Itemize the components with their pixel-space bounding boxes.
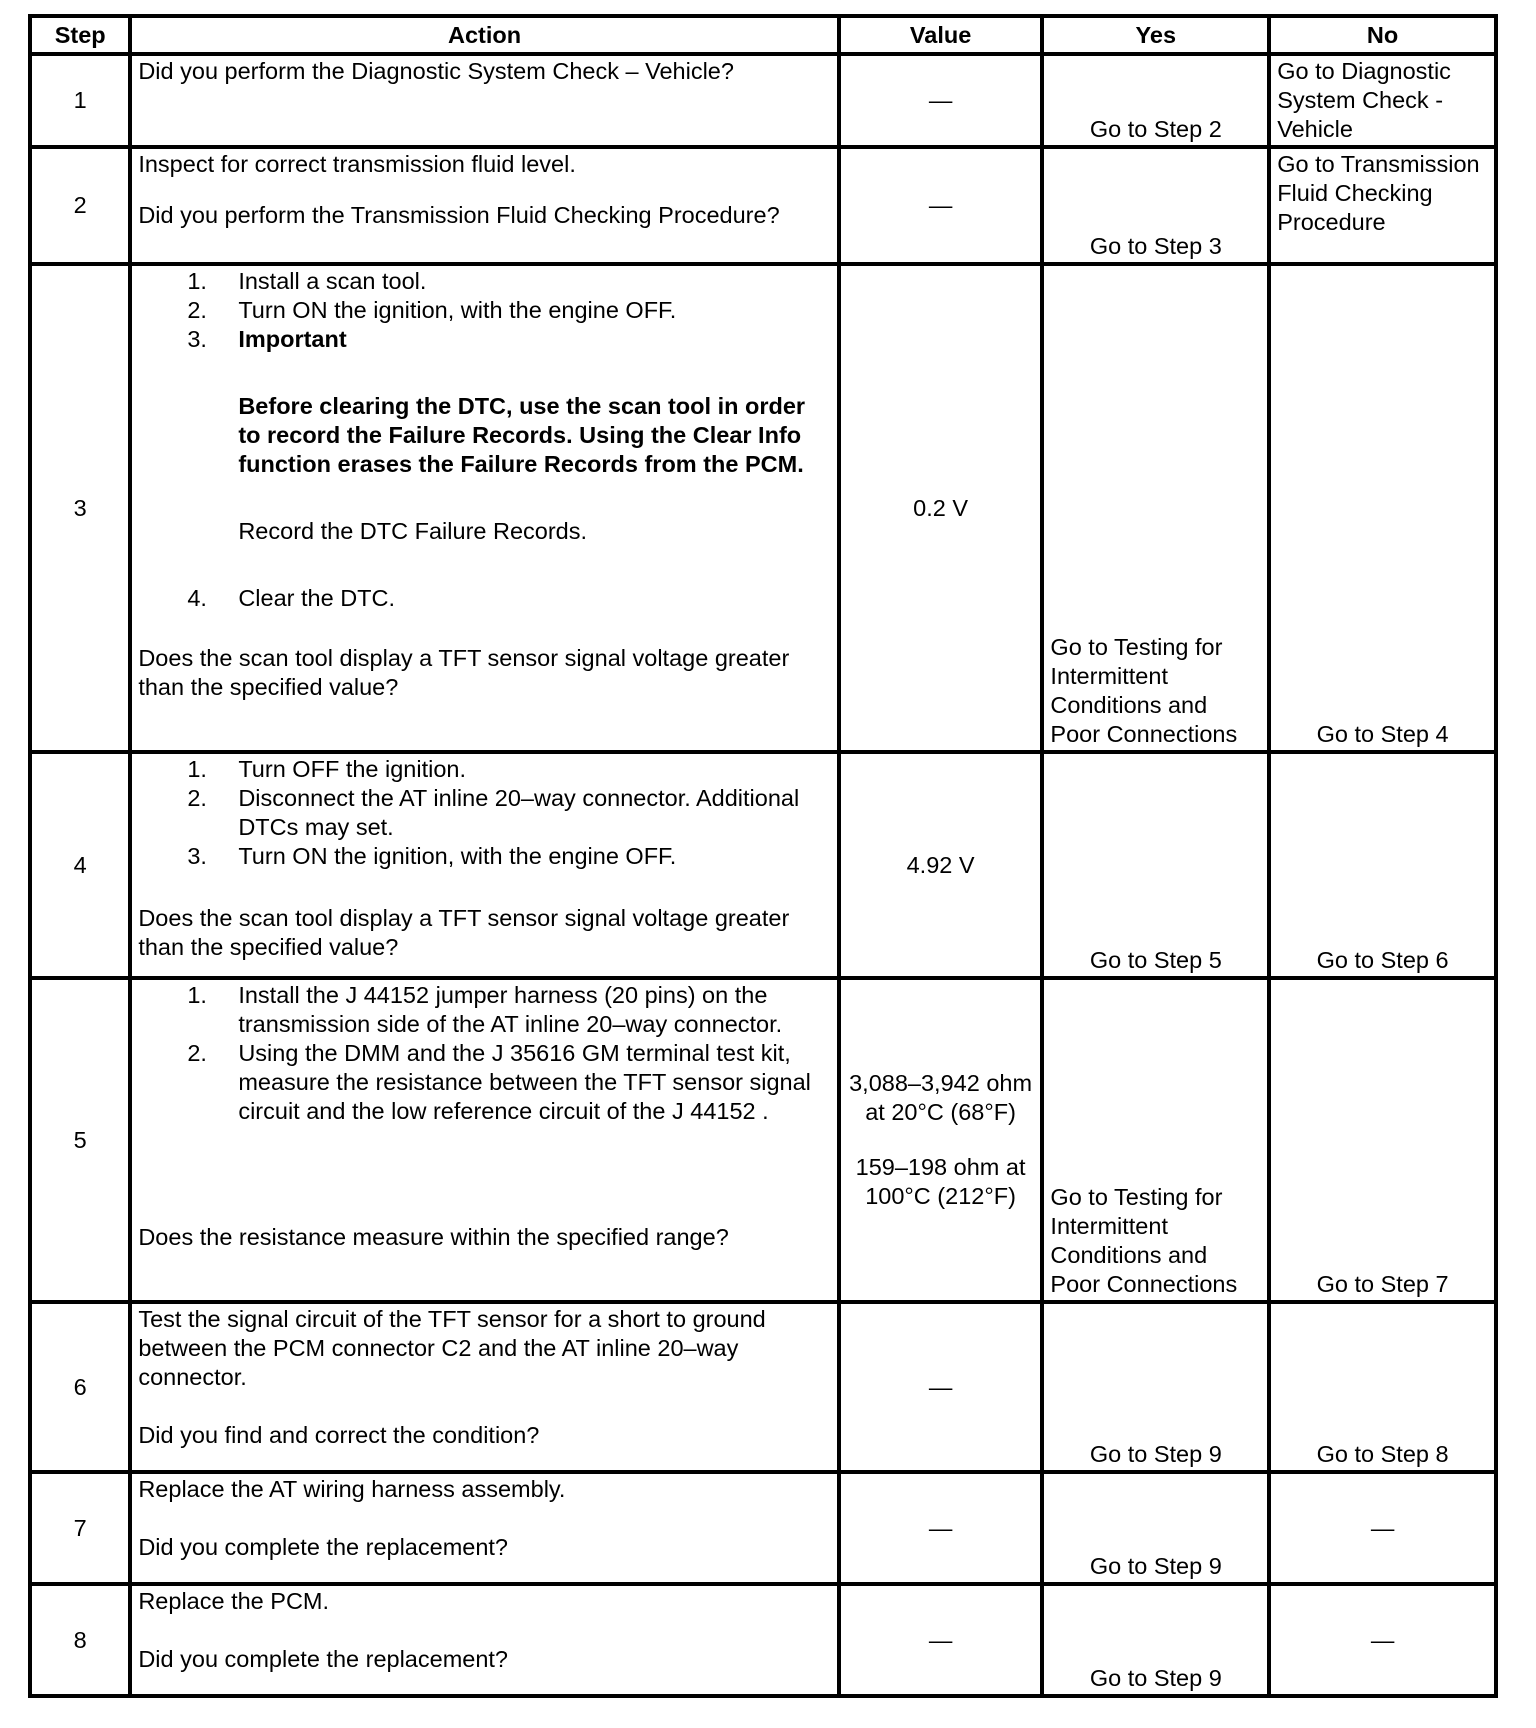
- step-number: 4: [30, 752, 130, 978]
- step-number: 8: [30, 1584, 130, 1696]
- procedure-step: 3. Important Before clearing the DTC, use the scan tool in order to record the Failure Records. Using the Clear Info function erases the Failure Records from the PCM. Record the DTC Failure Records.: [138, 325, 830, 584]
- value-cell: [839, 978, 1043, 1302]
- no-result: Go to Diagnostic System Check - Vehicle: [1269, 54, 1496, 147]
- no-result: —: [1269, 1584, 1496, 1696]
- value-cell: 4.92 V: [839, 752, 1043, 978]
- header-value: Value: [839, 16, 1043, 54]
- table-row: [30, 752, 1496, 978]
- procedure-step: 1. Turn OFF the ignition.: [187, 756, 467, 782]
- yes-result: Go to Step 9: [1042, 1302, 1269, 1472]
- important-note: Before clearing the DTC, use the scan tool in order to record the Failure Records. Using the Clear Info function erases the Failure Records from the PCM.: [238, 393, 806, 477]
- yes-result: Go to Step 3: [1042, 147, 1269, 264]
- table-row: [30, 147, 1496, 264]
- record-note: Record the DTC Failure Records.: [238, 518, 588, 544]
- action-intro: Test the signal circuit of the TFT sensor for a short to ground between the PCM connector C2 and the AT inline 20–way connector.: [138, 1306, 766, 1390]
- procedure-step: 2. Disconnect the AT inline 20–way connector. Additional DTCs may set.: [187, 785, 800, 840]
- action-cell: [130, 264, 838, 752]
- header-step: Step: [30, 16, 130, 54]
- step-number: 1: [30, 54, 130, 147]
- value-spec-20c: 3,088–3,942 ohm at 20°C (68°F): [849, 1070, 1033, 1125]
- table-header-row: [30, 16, 1496, 54]
- yes-result: Go to Step 2: [1042, 54, 1269, 147]
- procedure-step: 1. Install the J 44152 jumper harness (20 pins) on the transmission side of the AT inline 20–way connector.: [187, 982, 783, 1037]
- table-row: [30, 1472, 1496, 1584]
- action-cell: [130, 978, 838, 1302]
- table-row: [30, 264, 1496, 752]
- action-question: Does the resistance measure within the specified range?: [138, 1224, 729, 1250]
- procedure-list: [138, 755, 830, 871]
- diagnostic-table: [28, 14, 1498, 1698]
- table-row: [30, 1584, 1496, 1696]
- procedure-list: [138, 267, 830, 613]
- yes-result: Go to Testing for Intermittent Conditions and Poor Connections: [1042, 264, 1269, 752]
- step-number: 6: [30, 1302, 130, 1472]
- yes-result: Go to Testing for Intermittent Conditions and Poor Connections: [1042, 978, 1269, 1302]
- action-cell: [130, 54, 838, 147]
- no-result: Go to Step 8: [1269, 1302, 1496, 1472]
- yes-result: Go to Step 5: [1042, 752, 1269, 978]
- action-question: Did you complete the replacement?: [138, 1534, 509, 1560]
- header-action: Action: [130, 16, 838, 54]
- procedure-step: 2. Turn ON the ignition, with the engine OFF.: [187, 297, 677, 323]
- action-intro: Did you perform the Diagnostic System Check – Vehicle?: [138, 58, 734, 84]
- action-cell: [130, 1472, 838, 1584]
- step-number: 2: [30, 147, 130, 264]
- no-result: Go to Step 6: [1269, 752, 1496, 978]
- action-cell: [130, 1302, 838, 1472]
- table-row: [30, 978, 1496, 1302]
- value-spec-100c: 159–198 ohm at 100°C (212°F): [855, 1154, 1026, 1209]
- table-row: [30, 54, 1496, 147]
- step-number: 5: [30, 978, 130, 1302]
- procedure-step: 1. Install a scan tool.: [187, 268, 427, 294]
- value-cell: —: [839, 1584, 1043, 1696]
- action-cell: [130, 147, 838, 264]
- no-result: Go to Step 4: [1269, 264, 1496, 752]
- no-result: Go to Transmission Fluid Checking Procedure: [1269, 147, 1496, 264]
- header-yes: Yes: [1042, 16, 1269, 54]
- action-question: Does the scan tool display a TFT sensor signal voltage greater than the specified value?: [138, 905, 790, 960]
- procedure-step: 2. Using the DMM and the J 35616 GM terminal test kit, measure the resistance between the TFT sensor signal circuit and the low reference circuit of the J 44152 .: [187, 1040, 811, 1124]
- procedure-step: 4. Clear the DTC.: [187, 585, 396, 611]
- value-cell: —: [839, 1472, 1043, 1584]
- action-cell: [130, 1584, 838, 1696]
- procedure-step: 3. Turn ON the ignition, with the engine OFF.: [187, 843, 677, 869]
- value-cell: —: [839, 147, 1043, 264]
- action-cell: [130, 752, 838, 978]
- action-question: Did you find and correct the condition?: [138, 1422, 540, 1448]
- action-question: Does the scan tool display a TFT sensor signal voltage greater than the specified value?: [138, 645, 790, 700]
- action-question: Did you perform the Transmission Fluid Checking Procedure?: [138, 202, 780, 228]
- value-cell: —: [839, 54, 1043, 147]
- action-intro: Replace the AT wiring harness assembly.: [138, 1476, 566, 1502]
- step-number: 3: [30, 264, 130, 752]
- action-intro: Inspect for correct transmission fluid level.: [138, 151, 576, 177]
- no-result: —: [1269, 1472, 1496, 1584]
- value-cell: —: [839, 1302, 1043, 1472]
- procedure-list: [138, 981, 830, 1126]
- yes-result: Go to Step 9: [1042, 1584, 1269, 1696]
- header-no: No: [1269, 16, 1496, 54]
- action-intro: Replace the PCM.: [138, 1588, 330, 1614]
- yes-result: Go to Step 9: [1042, 1472, 1269, 1584]
- value-cell: 0.2 V: [839, 264, 1043, 752]
- table-row: [30, 1302, 1496, 1472]
- no-result: Go to Step 7: [1269, 978, 1496, 1302]
- action-question: Did you complete the replacement?: [138, 1646, 509, 1672]
- step-number: 7: [30, 1472, 130, 1584]
